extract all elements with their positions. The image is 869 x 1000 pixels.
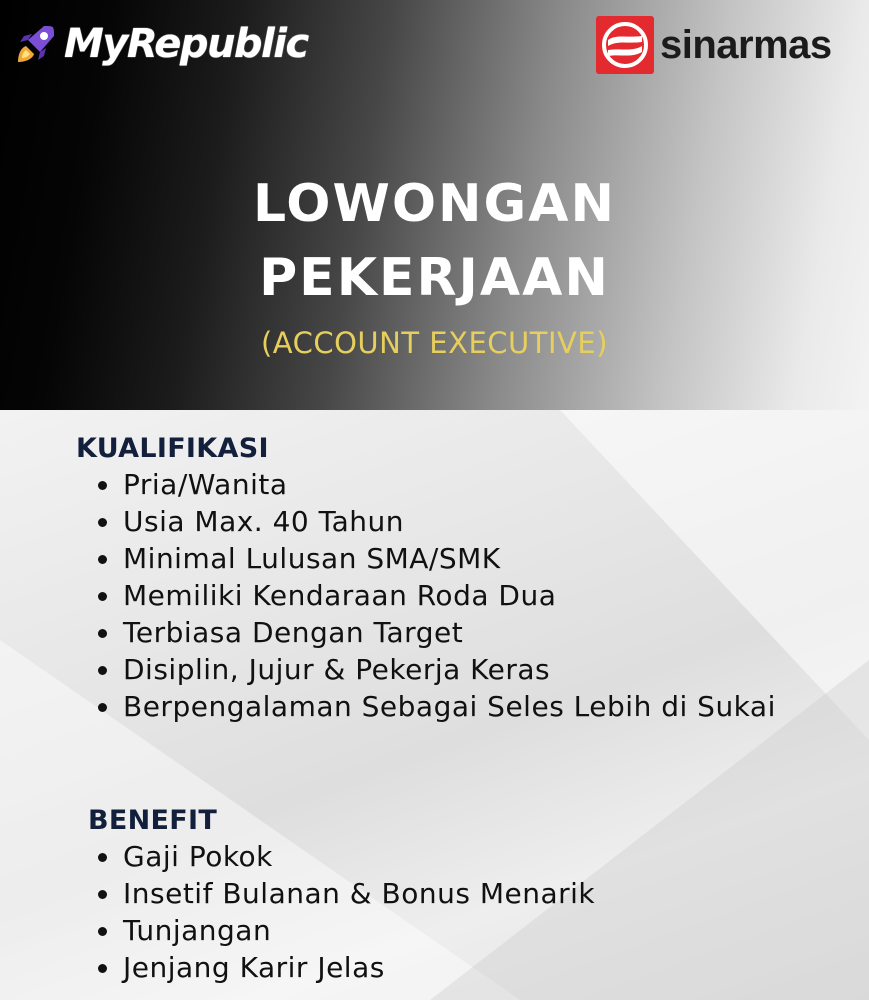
kualifikasi-section [76,432,776,725]
list-item: Berpengalaman Sebagai Seles Lebih di Sukai [76,688,776,725]
page-title-line1: LOWONGAN [252,174,616,234]
hero-banner [0,0,869,410]
list-item: Jenjang Karir Jelas [88,949,788,986]
sinarmas-logo-icon [596,16,654,74]
list-item: Usia Max. 40 Tahun [76,503,776,540]
benefit-heading: BENEFIT [88,805,218,836]
myrepublic-logo [14,18,308,70]
list-item: Insetif Bulanan & Bonus Menarik [88,875,788,912]
list-item: Terbiasa Dengan Target [76,614,776,651]
kualifikasi-heading: KUALIFIKASI [76,433,269,464]
sinarmas-wordmark: sinarmas [660,22,832,67]
rocket-icon [14,22,58,66]
list-item: Memiliki Kendaraan Roda Dua [76,577,776,614]
list-item: Tunjangan [88,912,788,949]
benefit-section [88,804,788,986]
list-item: Gaji Pokok [88,838,788,875]
list-item: Disiplin, Jujur & Pekerja Keras [76,651,776,688]
page-title-line2: PEKERJAAN [259,248,610,308]
list-item: Pria/Wanita [76,466,776,503]
kualifikasi-list [76,466,776,725]
list-item: Minimal Lulusan SMA/SMK [76,540,776,577]
benefit-list [88,838,788,986]
job-position-subtitle: (ACCOUNT EXECUTIVE) [260,326,609,360]
myrepublic-wordmark: MyRepublic [64,21,308,67]
sinarmas-logo [596,16,832,74]
